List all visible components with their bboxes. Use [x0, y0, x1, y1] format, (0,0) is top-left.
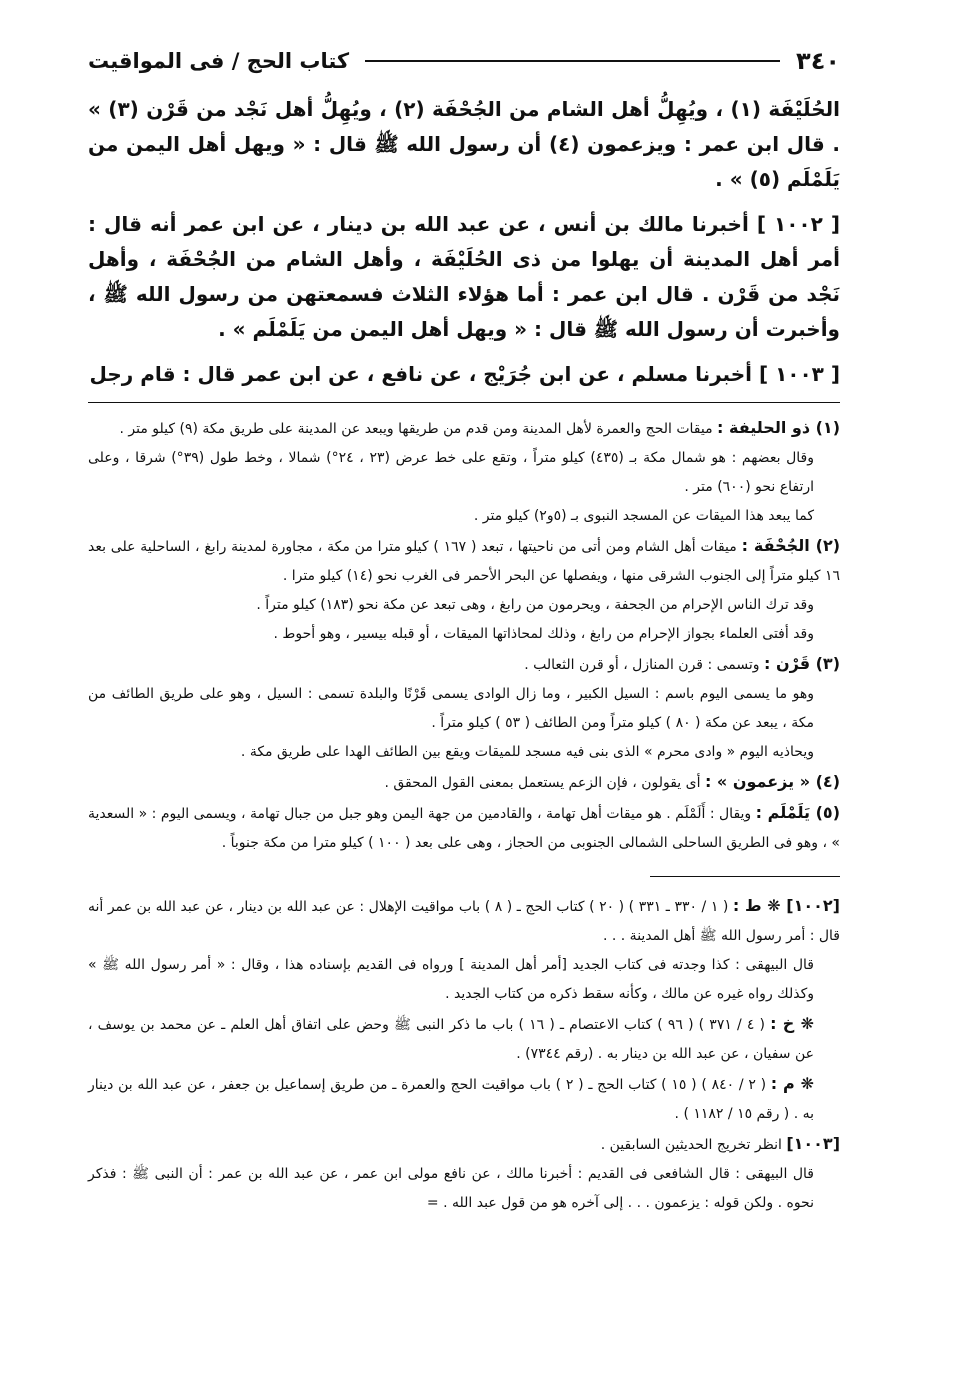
- note-text: وتسمى : قرن المنازل ، أو قرن الثعالب .: [524, 657, 764, 673]
- note-heading: ❋ خ :: [770, 1014, 814, 1033]
- note-fn-3: [88, 649, 840, 680]
- note-text: ويقال : أَلَمْلَم . هو ميقات أهل تهامة ، والقادمين من جهة اليمن وهو جبل من جبال تهامة ، ويسمى اليوم : « السعدية » ، وهو فى الطريق الساحلى الشمالى الجنوبى من الحجاز ، وهى على بعد ( ١٠٠ ) كيلو مترا من مكة جنوباً .: [88, 806, 840, 851]
- note-text: ويحاذيه اليوم « وادى محرم » الذى بنى فيه مسجد للميقات ويقع بين الطائف الهدا على طريق مكة .: [240, 744, 814, 760]
- note-text: وهو ما يسمى اليوم باسم : السيل الكبير ، وما زال الوادى يسمى قَرْنًا والبلدة تسمى : السيل ، وهو على طريق الطائف من مكة ، يبعد عن مكة ( ٨٠ ) كيلو متراً ومن الطائف ( ٥٣ ) كيلو متراً .: [88, 686, 814, 731]
- note-text: ( ٢ / ٨٤٠ ) ( ١٥ ) كتاب الحج ـ ( ٢ ) باب مواقيت الحج والعمرة ـ من طريق إسماعيل بن جعفر ، عن عبد الله بن دينار به . ( رقم ١٥ / ١١٨٢ ) .: [88, 1077, 814, 1122]
- note-fn-2c: [88, 620, 840, 649]
- note-heading: (٥) يَلَمْلَم :: [755, 803, 840, 822]
- note-text: وقد أفتى العلماء بجواز الإحرام من رابغ ، وذلك لمحاذاتها الميقات ، أو قبله بيسير ، وهو أحوط .: [273, 626, 814, 642]
- page-header: [88, 40, 840, 82]
- hadith-1002: [ ١٠٠٢ ] أخبرنا مالك بن أنس ، عن عبد الله بن دينار ، عن ابن عمر أنه قال : أمر أهل المدينة أن يهلوا من ذى الحُلَيْفَة ، وأهل الشام من الجُحْفَة ، وأهل نَجْد من قَرْن . قال ابن عمر : أما هؤلاء الثلاث فسمعتهن من رسول الله ﷺ ، وأخبرت أن رسول الله ﷺ قال : « ويهل أهل اليمن من يَلَمْلَم » .: [88, 212, 840, 341]
- running-title: كتاب الحج / فى المواقيت: [88, 49, 350, 73]
- note-text: وقال بعضهم : هو شمال مكة بـ (٤٣٥) كيلو متراً ، وتقع على خط عرض (٢٣ ، ٢٤°) شمالا ، وخط طول (٣٩°) شرقا ، وعلى ارتفاع نحو (٦٠٠) متر .: [88, 450, 814, 495]
- note-text: ميقات أهل الشام ومن أتى من ناحيتها ، تبعد ( ١٦٧ ) كيلو مترا من مكة ، مجاورة لمدينة رابغ ، الساحلية على بعد ١٦ كيلو متراً إلى الجنوب الشرقى منها ، ويفصلها عن البحر الأحمر فى الغرب نحو (١٤) كيلو مترا .: [88, 539, 840, 584]
- note-text: قال البيهقى : كذا وجدته فى كتاب الجديد [أمر أهل المدينة ] ورواه فى القديم بإسناده هذا ، وقال : « أمر رسول الله ﷺ » وكذلك رواه غيره عن مالك ، وكأنه سقط ذكره من كتاب الجديد .: [88, 957, 814, 1002]
- note-text: ميقات الحج والعمرة لأهل المدينة ومن قدم من طريقها ويبعد عن المدينة على طريق مكة (٩) كيلو متر .: [119, 421, 718, 437]
- note-text: انظر تخريج الحديثين السابقين .: [600, 1137, 787, 1153]
- note-fn-3b: [88, 680, 840, 738]
- note-heading: ❋ م :: [770, 1074, 815, 1093]
- page-number: ٣٤٠: [796, 47, 840, 75]
- note-heading: (٤) « يزعمون » :: [704, 772, 840, 791]
- note-fn-5: [88, 798, 840, 858]
- header-rule: [365, 60, 780, 62]
- note-fn-3c: [88, 738, 840, 767]
- hadith-1003: [ ١٠٠٣ ] أخبرنا مسلم ، عن ابن جُرَيْج ، عن نافع ، عن ابن عمر قال : قام رجل: [89, 362, 840, 386]
- takhrij-notes: [88, 891, 840, 1218]
- note-fn-1: [88, 413, 840, 444]
- note-heading: [١٠٠٣]: [786, 1134, 840, 1153]
- footnotes: [88, 413, 840, 858]
- note-fn-2b: [88, 591, 840, 620]
- note-text: ( ٤ / ٣٧١ ) ( ٩٦ ) كتاب الاعتصام ـ ( ١٦ ) باب ما ذكر النبى ﷺ وحض على اتفاق أهل العلم ـ عن محمد بن يوسف ، عن سفيان ، عن عبد الله بن دينار به . (رقم ٧٣٤٤) .: [88, 1017, 814, 1062]
- note-text: كما يبعد هذا الميقات عن المسجد النبوى بـ (٥و٢) كيلو متر .: [473, 508, 814, 524]
- note-heading: [١٠٠٢] ❋ ط :: [732, 896, 840, 915]
- note-tk-2: [88, 1129, 840, 1160]
- note-tk-1d: [88, 1069, 840, 1129]
- note-text: وقد ترك الناس الإحرام من الجحفة ، ويحرمون من رابغ ، وهى تبعد عن مكة نحو (١٨٣) كيلو متراً .: [256, 597, 814, 613]
- note-text: أى يقولون ، فإن الزعم يستعمل بمعنى القول المحقق .: [384, 775, 705, 791]
- takhrij-separator: [650, 876, 840, 877]
- note-tk-1c: [88, 1009, 840, 1069]
- note-fn-2: [88, 531, 840, 591]
- main-paragraph-1: الحُلَيْفَة (١) ، ويُهِلُّ أهل الشام من الجُحْفَة (٢) ، ويُهِلُّ أهل نَجْد من قَرْن (٣) » . قال ابن عمر : ويزعمون (٤) أن رسول الله ﷺ قال : « ويهل أهل اليمن من يَلَمْلَم (٥) » .: [88, 97, 840, 191]
- page: [88, 40, 840, 1218]
- note-heading: (٢) الجُحْفَة :: [741, 536, 841, 555]
- note-text: ( ١ / ٣٣٠ ـ ٣٣١ ) ( ٢٠ ) كتاب الحج ـ ( ٨ ) باب مواقيت الإهلال : عن عبد الله بن دينار ، عن عبد الله بن عمر أنه قال : أمر رسول الله ﷺ أهل المدينة . . .: [88, 899, 840, 944]
- note-tk-2b: [88, 1160, 840, 1218]
- note-heading: (١) ذو الحليفة :: [717, 418, 840, 437]
- footnote-separator: [88, 402, 840, 403]
- note-fn-4: [88, 767, 840, 798]
- note-fn-1c: [88, 502, 840, 531]
- note-fn-1b: [88, 444, 840, 502]
- note-tk-1b: [88, 951, 840, 1009]
- note-tk-1: [88, 891, 840, 951]
- note-heading: (٣) قَرْن :: [763, 654, 840, 673]
- note-text: قال البيهقى : قال الشافعى فى القديم : أخبرنا مالك ، عن نافع مولى ابن عمر ، عن عبد الله بن عمر : أن النبى ﷺ : فذكر نحوه . ولكن قوله : يزعمون . . . إلى آخره هو من قول عبد الله . =: [88, 1166, 814, 1211]
- main-text: [88, 92, 840, 392]
